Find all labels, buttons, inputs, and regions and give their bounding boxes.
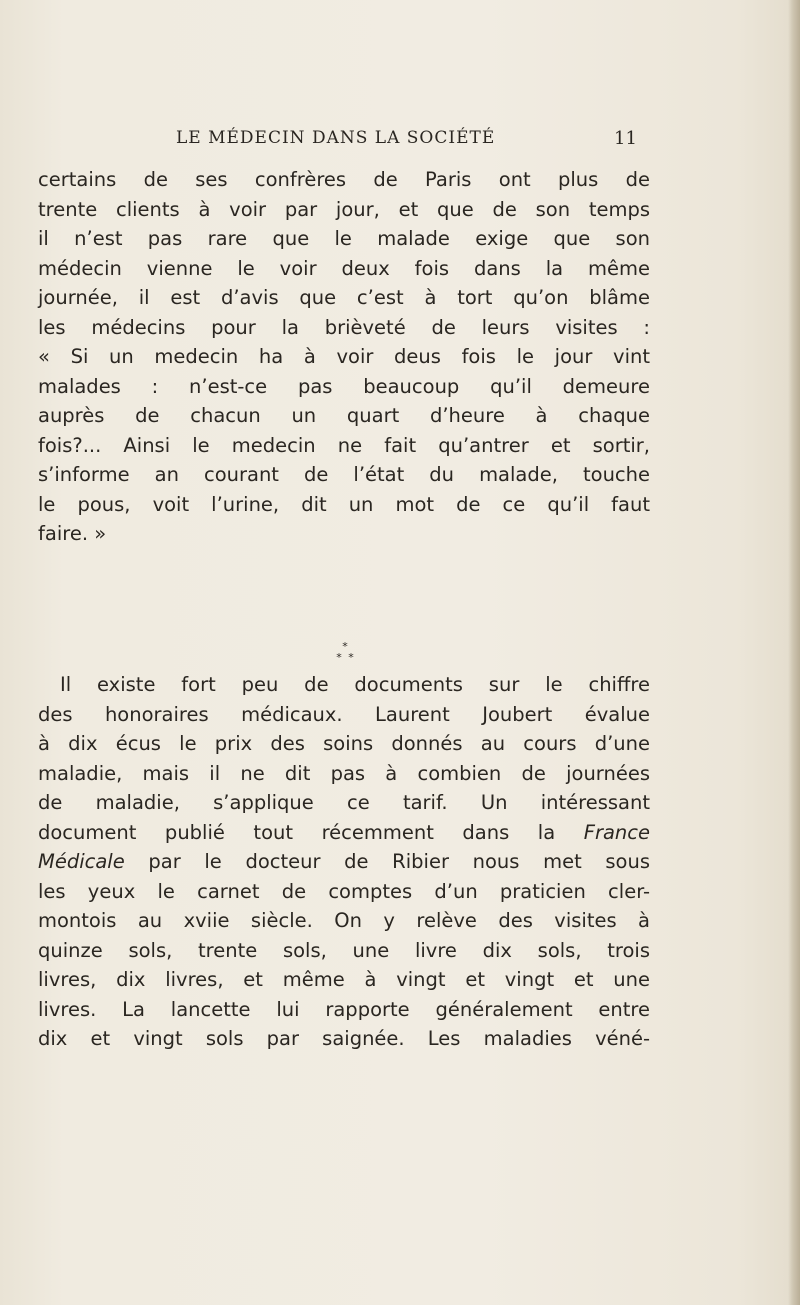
text-line: Il existe fort peu de documents sur le chiffre	[60, 673, 650, 696]
journal-title: Médicale	[38, 850, 125, 873]
paragraph-1	[38, 165, 650, 549]
text-line: faire. »	[38, 522, 107, 545]
text-line: fois?... Ainsi le medecin ne fait qu’antrer et sortir,	[38, 433, 650, 457]
text-line: auprès de chacun un quart d’heure à chaque	[38, 404, 650, 427]
text-line: s’informe an courant de l’état du malade, touche	[38, 463, 650, 486]
text-line: à dix écus le prix des soins donnés au cours d’une	[38, 732, 650, 755]
text-line: des honoraires médicaux. Laurent Joubert évalue	[38, 702, 650, 726]
text-line: le pous, voit l’urine, dit un mot de ce qu’il faut	[38, 492, 650, 516]
page-number: 11	[614, 128, 637, 149]
text-line: livres. La lancette lui rapporte généralement entre	[38, 997, 650, 1021]
running-header: LE MÉDECIN DANS LA SOCIÉTÉ	[176, 128, 496, 148]
text-line: dix et vingt sols par saignée. Les maladies véné-	[38, 1027, 650, 1050]
text-line: quinze sols, trente sols, une livre dix sols, trois	[38, 938, 650, 962]
asterism-separator	[330, 640, 360, 664]
paragraph-2	[38, 670, 650, 1054]
text-line: livres, dix livres, et même à vingt et vingt et une	[38, 968, 650, 991]
journal-title: France	[583, 820, 650, 844]
text-line: médecin vienne le voir deux fois dans la même	[38, 256, 650, 280]
text-line: maladie, mais il ne dit pas à combien de journées	[38, 761, 650, 785]
star-icon: *	[336, 651, 342, 664]
text-line: de maladie, s’applique ce tarif. Un intéressant	[38, 791, 650, 814]
text-line: document publié tout récemment dans la France	[38, 820, 650, 844]
text-line: journée, il est d’avis que c’est à tort qu’on blâme	[38, 286, 650, 309]
text-line: les médecins pour la brièveté de leurs visites :	[38, 315, 650, 339]
star-icon: *	[342, 640, 348, 653]
text-line: malades : n’est-ce pas beaucoup qu’il demeure	[38, 374, 650, 398]
text-line: Médicale par le docteur de Ribier nous met sous	[38, 850, 650, 873]
text-line: montois au xviie siècle. On y relève des visites à	[38, 909, 650, 932]
text-line: il n’est pas rare que le malade exige que son	[38, 227, 650, 250]
text-line: trente clients à voir par jour, et que de son temps	[38, 197, 650, 221]
star-icon: *	[348, 651, 354, 664]
text-line: « Si un medecin ha à voir deus fois le jour vint	[38, 345, 650, 368]
text-line: les yeux le carnet de comptes d’un praticien cler-	[38, 879, 650, 903]
page-edge-shadow	[788, 0, 800, 1305]
text-line: certains de ses confrères de Paris ont plus de	[38, 168, 650, 191]
